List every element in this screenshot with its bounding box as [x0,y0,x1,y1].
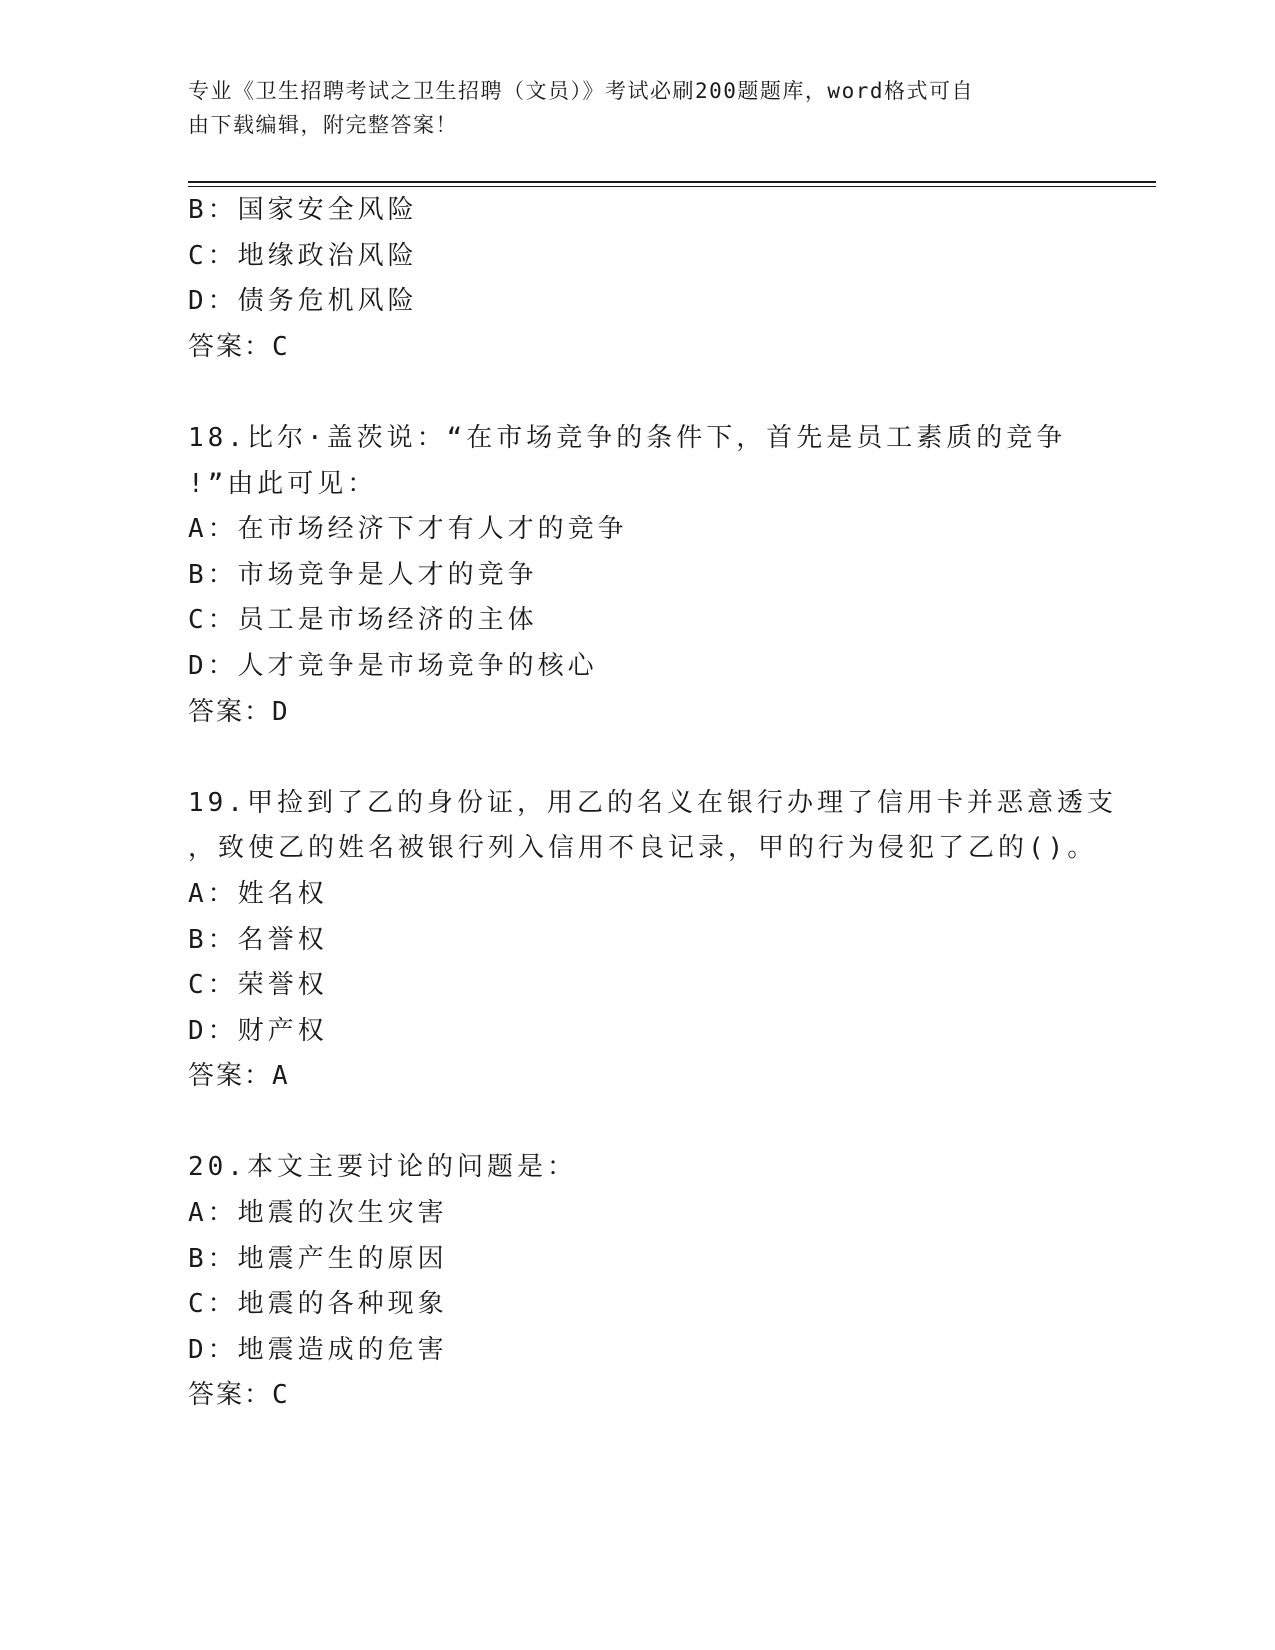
answer-line [188,690,1088,736]
answer-value: C [272,1380,290,1411]
answer-line [188,325,1088,371]
question-19 [188,781,1117,1100]
answer-value: C [272,331,290,362]
option-d: D：债务危机风险 [188,286,418,317]
header-line-2: 由下载编辑，附完整答案！ [188,113,458,137]
header-rule-thick [188,181,1156,183]
question-stem-line: 20.本文主要讨论的问题是： [188,1152,577,1183]
option-a: A：地震的次生灾害 [188,1198,448,1229]
option-b: B：名誉权 [188,924,328,955]
answer-value: D [272,696,290,727]
question-stem-line: !”由此可见： [188,468,378,499]
question-20 [188,1145,1088,1419]
question-stem-line: 19.甲捡到了乙的身份证，用乙的名义在银行办理了信用卡并恶意透支 [188,787,1117,818]
option-b: B：市场竞争是人才的竞争 [188,559,538,590]
question-17-tail [188,188,1088,370]
option-d: D：财产权 [188,1015,328,1046]
answer-label: 答案： [188,1061,273,1092]
option-a: A：姓名权 [188,878,328,909]
option-b: B：地震产生的原因 [188,1243,448,1274]
option-a: A：在市场经济下才有人才的竞争 [188,514,628,545]
answer-line [188,1054,1088,1100]
question-18 [188,416,1088,735]
document-header [188,74,1058,142]
option-d: D：人才竞争是市场竞争的核心 [188,650,598,681]
answer-label: 答案： [188,696,273,727]
option-c: C：荣誉权 [188,970,328,1001]
question-stem-line: ，致使乙的姓名被银行列入信用不良记录，甲的行为侵犯了乙的()。 [188,833,1098,864]
option-b: B：国家安全风险 [188,195,418,225]
answer-label: 答案： [188,1380,273,1411]
option-d: D：地震造成的危害 [188,1334,448,1365]
answer-label: 答案： [188,331,273,362]
header-rule-thin [188,186,1156,187]
answer-line [188,1373,1088,1419]
header-line-1: 专业《卫生招聘考试之卫生招聘（文员）》考试必刷200题题库，word格式可自 [188,79,974,103]
option-c: C：地缘政治风险 [188,240,418,271]
option-c: C：地震的各种现象 [188,1289,448,1320]
answer-value: A [272,1061,290,1092]
option-c: C：员工是市场经济的主体 [188,605,538,636]
document-body [188,188,1117,1419]
question-stem-line: 18.比尔·盖茨说：“在市场竞争的条件下，首先是员工素质的竞争 [188,422,1067,453]
